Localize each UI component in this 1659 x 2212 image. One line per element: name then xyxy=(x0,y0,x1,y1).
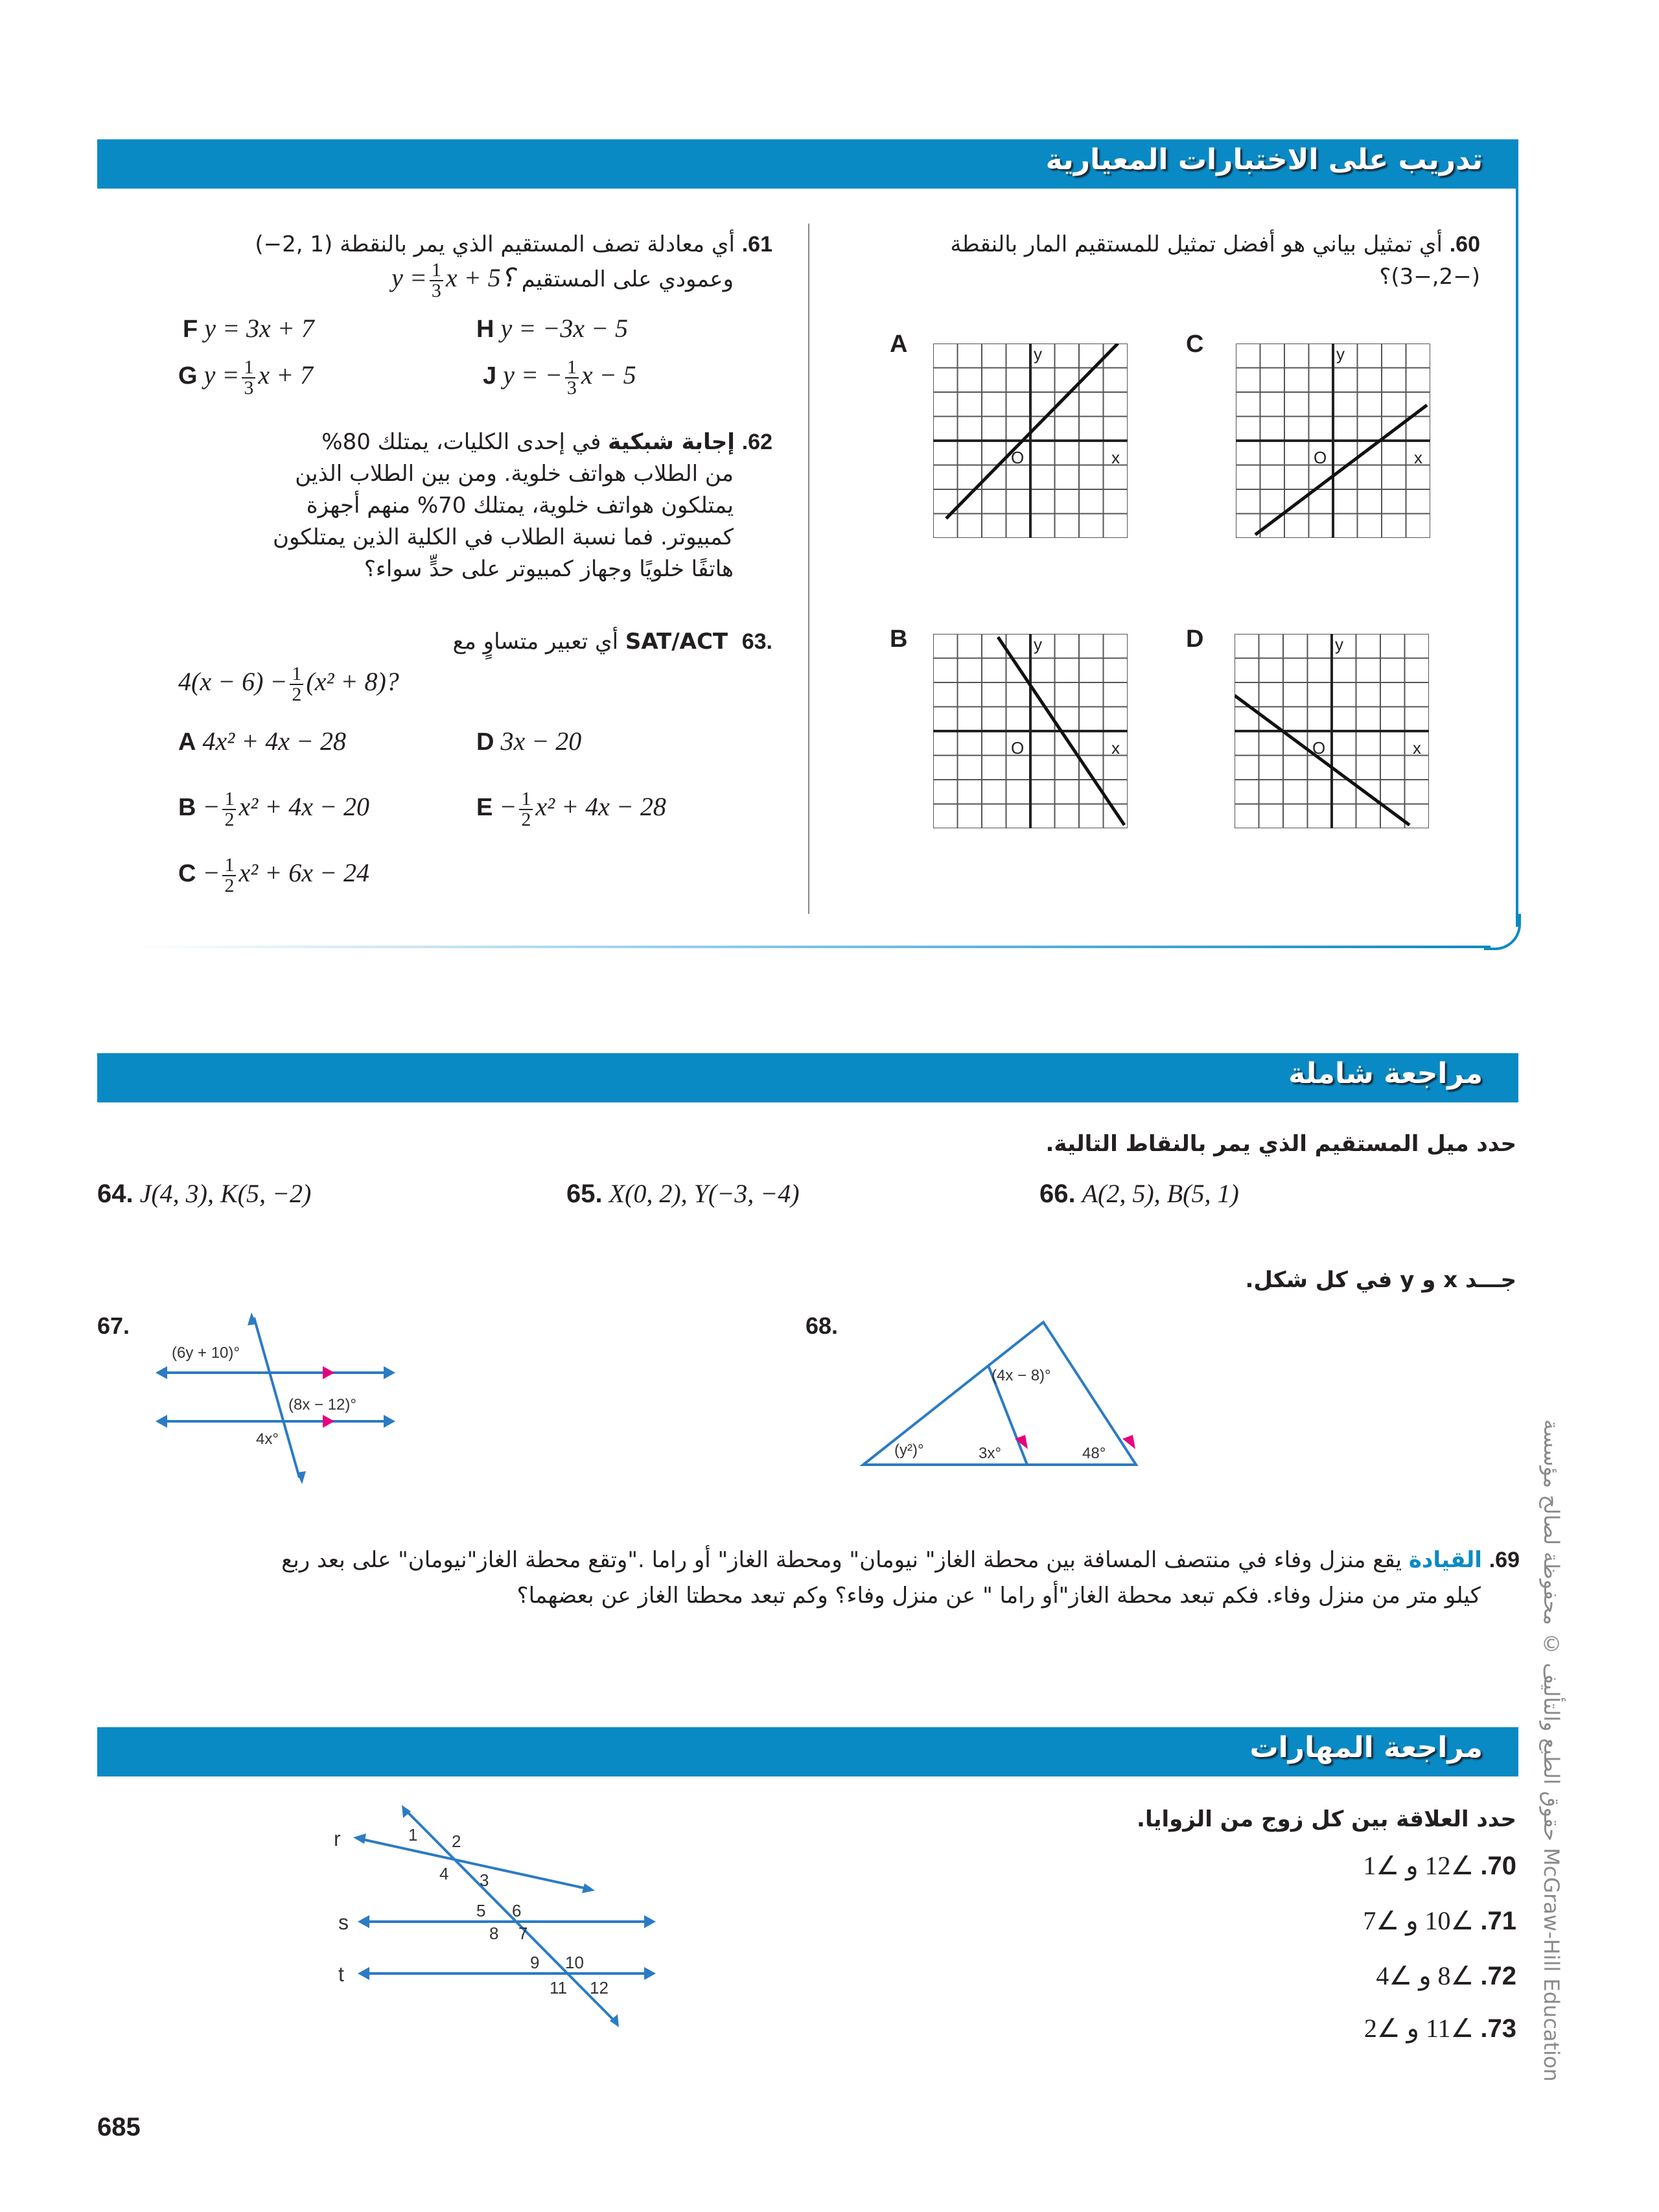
question-73: 73. ∠11 و ∠2 xyxy=(1363,2014,1516,2043)
option-a[interactable]: A 4x² + 4x − 28 xyxy=(178,727,346,756)
question-69 xyxy=(107,1543,1520,1614)
question-63 xyxy=(189,625,772,658)
question-text: أي تمثيل بياني هو أفضل تمثيل للمستقيم المار بالنقطة xyxy=(950,231,1443,257)
option-j[interactable]: J y = − $\frac{1}{3}$ x − 5 xyxy=(483,356,636,399)
question-title: إجابة شبكية xyxy=(608,429,735,455)
option-g[interactable]: G y = $\frac{1}{3}$ x + 7 xyxy=(178,356,314,399)
question-61 xyxy=(189,228,772,301)
section-header-standardized-test xyxy=(97,139,1518,189)
y-axis-label: y xyxy=(1335,634,1343,654)
section-title: مراجعة شاملة xyxy=(1288,1057,1483,1090)
origin-label: O xyxy=(1314,448,1327,467)
option-label-d: D xyxy=(1186,625,1204,653)
line-label-r: r xyxy=(334,1827,341,1850)
question-text: كيلو متر من منزل وفاء. فكم تبعد محطة الغاز"أو راما " عن منزل وفاء؟ وكم تبعد محطتا الغاز عن بعضهما؟ xyxy=(516,1583,1481,1609)
graph-option-d[interactable] xyxy=(1235,634,1429,828)
graph-line xyxy=(1255,405,1427,535)
question-number: 69. xyxy=(1489,1548,1520,1572)
question-64: 64. J(4, 3), K(5, −2) xyxy=(97,1179,312,1208)
question-60 xyxy=(832,228,1480,293)
angle-number: 9 xyxy=(530,1953,540,1972)
angle-number: 12 xyxy=(590,1978,609,1997)
section-title: تدريب على الاختبارات المعيارية xyxy=(1045,143,1483,176)
question-67-number: 67. xyxy=(97,1312,130,1339)
question-title: القيادة xyxy=(1408,1547,1482,1573)
question-text: يمتلكون هواتف خلوية، يمتلك 70% منهم أجهزة xyxy=(306,493,734,518)
section-title: مراجعة المهارات xyxy=(1249,1731,1483,1764)
instruction-angles: حدد العلاقة بين كل زوج من الزوايا. xyxy=(1137,1806,1516,1832)
option-label-c: C xyxy=(1186,331,1204,358)
y-axis-label: y xyxy=(1034,634,1042,654)
section-border-corner xyxy=(1484,914,1521,950)
figure-transversal xyxy=(324,1802,674,2035)
angle-number: 4 xyxy=(439,1864,449,1883)
graph-option-a[interactable] xyxy=(933,343,1128,538)
origin-label: O xyxy=(1011,448,1025,467)
section-header-review xyxy=(97,1053,1518,1102)
x-axis-label: x xyxy=(1111,738,1120,758)
question-68-number: 68. xyxy=(806,1312,839,1339)
option-c[interactable]: C − $\frac{1}{2}$ x² + 6x − 24 xyxy=(178,854,369,896)
angle-number: 5 xyxy=(476,1901,486,1920)
option-label-a: A xyxy=(890,331,908,358)
angle-label: 4x° xyxy=(256,1430,279,1448)
line-label-s: s xyxy=(338,1911,349,1934)
page-number: 685 xyxy=(97,2113,141,2141)
question-70: 70. ∠12 و ∠1 xyxy=(1363,1851,1516,1880)
question-65: 65. X(0, 2), Y(−3, −4) xyxy=(566,1179,800,1208)
y-axis-label: y xyxy=(1034,344,1042,364)
angle-number: 8 xyxy=(489,1924,499,1943)
option-h[interactable]: H y = −3x − 5 xyxy=(476,314,628,343)
origin-label: O xyxy=(1011,738,1025,758)
option-label-b: B xyxy=(890,625,908,653)
origin-label: O xyxy=(1312,738,1326,758)
section-bottom-rule xyxy=(130,946,1491,948)
graph-option-b[interactable] xyxy=(933,634,1128,828)
x-axis-label: x xyxy=(1111,448,1120,467)
question-62 xyxy=(189,426,772,585)
section-border xyxy=(1516,188,1518,927)
angle-label: 48° xyxy=(1082,1445,1106,1462)
question-text: في إحدى الكليات، يمتلك 80% xyxy=(321,429,601,455)
instruction-slope: حدد ميل المستقيم الذي يمر بالنقاط التالية. xyxy=(1045,1131,1516,1157)
question-72: 72. ∠8 و ∠4 xyxy=(1376,1961,1516,1990)
question-point: (−2,−3)؟ xyxy=(1379,264,1480,290)
line-label-t: t xyxy=(338,1962,344,1986)
angle-number: 3 xyxy=(480,1870,489,1890)
test-tag: SAT/ACT xyxy=(625,629,728,655)
question-text: يقع منزل وفاء في منتصف المسافة بين محطة الغاز" نيومان" ومحطة الغاز" أو راما ."وتقع محطة الغاز"نيومان" على بعد ربع xyxy=(281,1547,1402,1573)
question-number: 62. xyxy=(741,430,772,454)
graph-line xyxy=(1235,695,1410,825)
question-text: كمبيوتر. فما نسبة الطلاب في الكلية الذين يمتلكون xyxy=(272,524,734,550)
y-axis-label: y xyxy=(1336,344,1345,364)
question-71: 71. ∠10 و ∠7 xyxy=(1363,1906,1516,1935)
column-divider xyxy=(808,224,809,914)
x-axis-label: x xyxy=(1414,448,1422,467)
angle-label: 3x° xyxy=(979,1445,1001,1462)
option-d[interactable]: D 3x − 20 xyxy=(476,727,582,756)
option-b[interactable]: B − $\frac{1}{2}$ x² + 4x − 20 xyxy=(178,788,369,830)
question-number: 61. xyxy=(741,232,772,257)
question-66: 66. A(2, 5), B(5, 1) xyxy=(1039,1179,1239,1208)
question-number: 60. xyxy=(1449,232,1480,257)
equation: y = $\frac{1}{3}$ x + 5؟ xyxy=(391,259,515,301)
question-text: من الطلاب هواتف خلوية. ومن بين الطلاب الذين xyxy=(295,461,734,487)
angle-number: 2 xyxy=(452,1832,461,1851)
option-f[interactable]: F y = 3x + 7 xyxy=(183,314,314,343)
graph-option-c[interactable] xyxy=(1236,343,1430,538)
question-text: هاتفًا خلويًا وجهاز كمبيوتر على حدٍّ سواء؟ xyxy=(364,556,734,582)
question-text: أي معادلة تصف المستقيم الذي يمر بالنقطة (1 ,2−) xyxy=(255,231,735,257)
angle-number: 6 xyxy=(512,1901,522,1920)
expression: 4(x − 6) − $\frac{1}{2}$ (x² + 8)? xyxy=(178,663,399,705)
angle-label: (8x − 12)° xyxy=(288,1396,356,1414)
angle-number: 7 xyxy=(518,1924,528,1943)
angle-label: (6y + 10)° xyxy=(172,1344,240,1362)
question-number: .63 xyxy=(741,629,772,654)
option-e[interactable]: E − $\frac{1}{2}$ x² + 4x − 28 xyxy=(476,788,666,830)
angle-number: 10 xyxy=(565,1953,584,1972)
angle-number: 1 xyxy=(408,1825,418,1845)
section-header-skills xyxy=(97,1727,1518,1776)
instruction-find-xy: جـــد x و y في كل شكل. xyxy=(1245,1267,1516,1293)
figure-67-parallel-lines xyxy=(149,1312,408,1487)
question-text: أي تعبير متساوٍ مع xyxy=(452,629,619,655)
copyright-notice: حقوق الطبع والتأليف © محفوظة لصالح مؤسسة McGraw-Hill Education xyxy=(1539,1419,1564,2082)
graph-line xyxy=(946,343,1118,518)
x-axis-label: x xyxy=(1413,738,1421,758)
angle-label: (y²)° xyxy=(894,1441,924,1459)
figure-68-triangle xyxy=(855,1316,1147,1474)
question-text: وعمودي على المستقيم xyxy=(521,266,734,293)
angle-number: 11 xyxy=(550,1978,567,1997)
angle-label: (4x − 8)° xyxy=(992,1367,1051,1384)
